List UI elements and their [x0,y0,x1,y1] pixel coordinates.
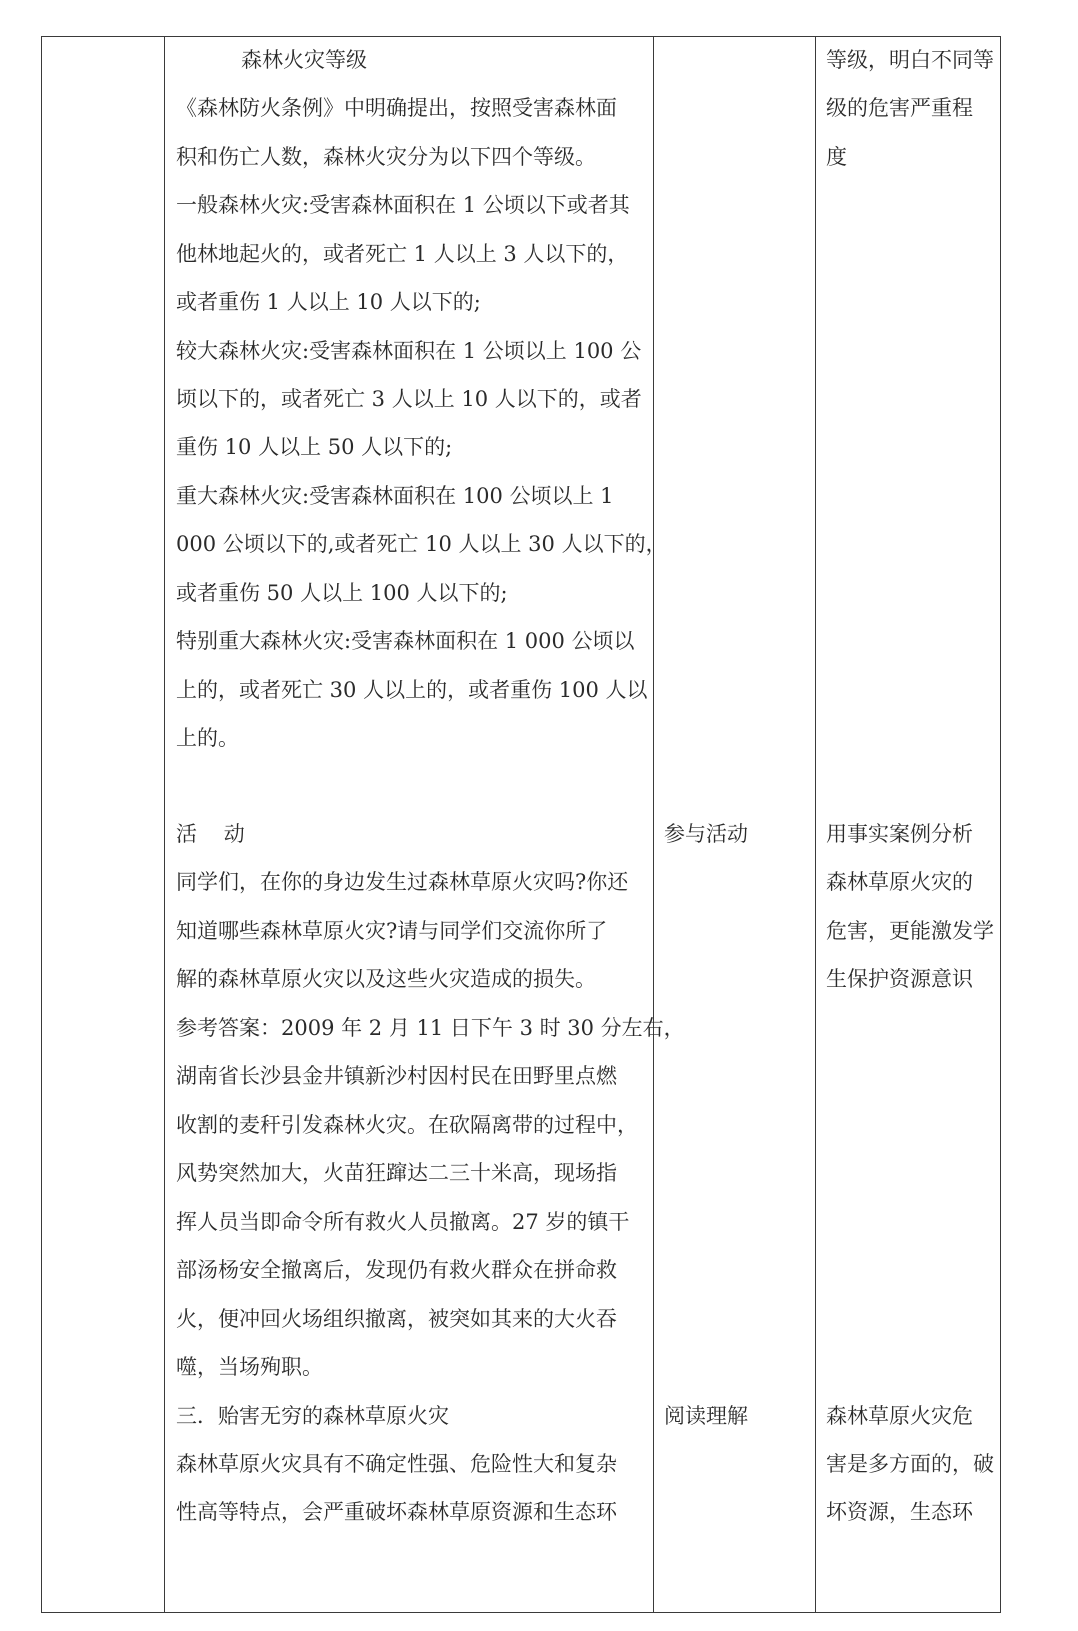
text-line: 森林草原火灾具有不确定性强、危险性大和复杂 [176,1452,617,1476]
text-line: 重伤 10 人以上 50 人以下的; [176,435,453,459]
intent-text-line: 用事实案例分析 [826,822,973,846]
text-line: 火，便冲回火场组织撤离，被突如其来的大火吞 [176,1307,617,1331]
text-line: 解的森林草原火灾以及这些火灾造成的损失。 [176,967,596,991]
intent-text-line: 坏资源，生态环 [826,1500,973,1524]
activity-label-reading: 阅读理解 [664,1404,748,1428]
activity-heading: 活 动 [176,822,245,846]
text-line: 积和伤亡人数，森林火灾分为以下四个等级。 [176,145,596,169]
text-line: 或者重伤 50 人以上 100 人以下的; [176,581,508,605]
text-line: 顷以下的，或者死亡 3 人以上 10 人以下的，或者 [176,387,642,411]
text-line: 上的，或者死亡 30 人以上的，或者重伤 100 人以 [176,678,648,702]
text-line: 部汤杨安全撤离后，发现仍有救火群众在拼命救 [176,1258,617,1282]
column-divider-1 [164,37,165,1612]
text-line: 收割的麦秆引发森林火灾。在砍隔离带的过程中， [176,1113,638,1137]
text-line: 或者重伤 1 人以上 10 人以下的; [176,290,481,314]
text-line: 特别重大森林火灾:受害森林面积在 1 000 公顷以 [176,629,635,653]
column-divider-3 [815,37,816,1612]
intent-text-line: 度 [826,145,847,169]
section-heading-fire-levels: 森林火灾等级 [241,48,367,72]
intent-text-line: 等级，明白不同等 [826,48,994,72]
column-divider-2 [653,37,654,1612]
text-line: 性高等特点，会严重破坏森林草原资源和生态环 [176,1500,617,1524]
text-line: 挥人员当即命令所有救火人员撤离。27 岁的镇干 [176,1210,630,1234]
text-line: 一般森林火灾:受害森林面积在 1 公顷以下或者其 [176,193,630,217]
text-line: 较大森林火灾:受害森林面积在 1 公顷以上 100 公 [176,339,642,363]
intent-text-line: 级的危害严重程 [826,96,973,120]
text-line: 上的。 [176,726,239,750]
text-line: 《森林防火条例》中明确提出，按照受害森林面 [176,96,617,120]
text-line: 他林地起火的，或者死亡 1 人以上 3 人以下的， [176,242,629,266]
activity-label-participate: 参与活动 [664,822,748,846]
text-line: 参考答案：2009 年 2 月 11 日下午 3 时 30 分左右， [176,1016,685,1040]
text-line: 同学们，在你的身边发生过森林草原火灾吗?你还 [176,870,629,894]
text-line: 知道哪些森林草原火灾?请与同学们交流你所了 [176,919,608,943]
intent-text-line: 危害，更能激发学 [826,919,994,943]
text-line: 重大森林火灾:受害森林面积在 100 公顷以上 1 [176,484,614,508]
intent-text-line: 生保护资源意识 [826,967,973,991]
text-line: 湖南省长沙县金井镇新沙村因村民在田野里点燃 [176,1064,617,1088]
text-line: 噬，当场殉职。 [176,1355,323,1379]
intent-text-line: 森林草原火灾的 [826,870,973,894]
intent-text-line: 害是多方面的，破 [826,1452,994,1476]
intent-text-line: 森林草原火灾危 [826,1404,973,1428]
text-line: 风势突然加大，火苗狂蹿达二三十米高，现场指 [176,1161,617,1185]
section-heading-harm: 三．贻害无穷的森林草原火灾 [176,1404,449,1428]
text-line: 000 公顷以下的,或者死亡 10 人以上 30 人以下的， [176,532,667,556]
